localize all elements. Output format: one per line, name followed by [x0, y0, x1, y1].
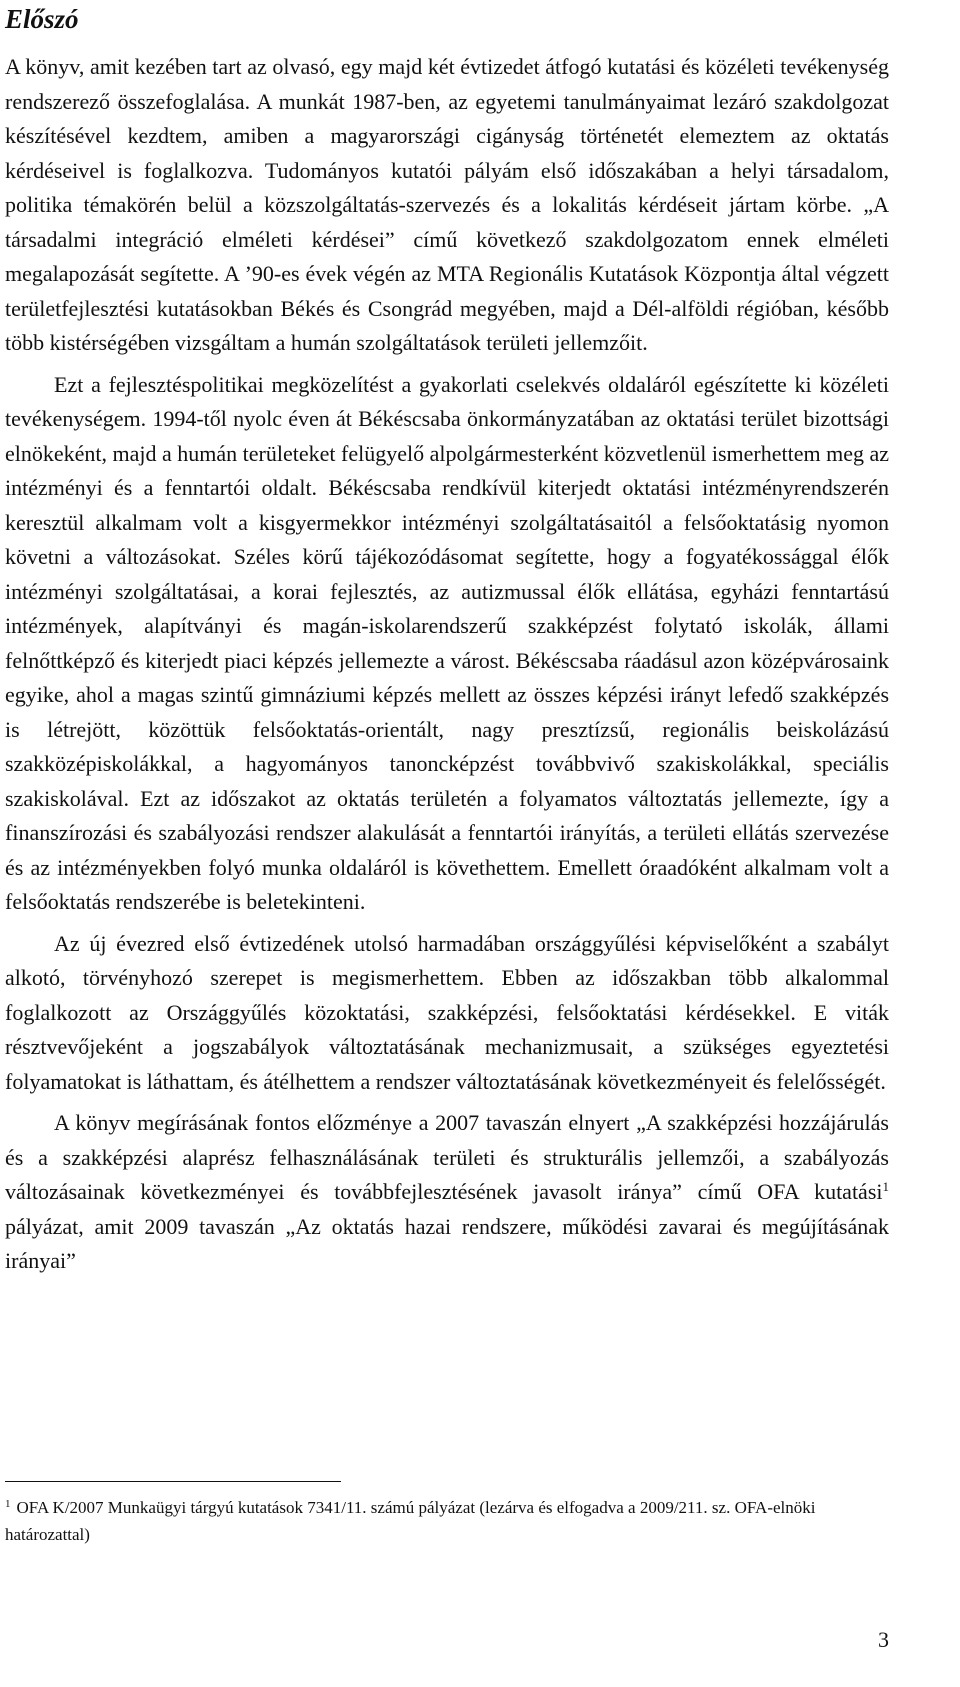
paragraph-text: A könyv, amit kezében tart az olvasó, egy majd két évtizedet átfogó kutatási és közéleti tevékenység rendszerező összefoglalása. A munkát 1987-ben, az egyetemi tanulmányaimat lezáró szakdolgozat készítésével kezdtem, amiben a magyarországi cigányság történetét elemeztem az oktatás kérdéseivel is foglalkozva. Tudományos kutatói pályám első időszakában a helyi társadalom, politika témakörén belül a közszolgáltatás-szervezés és a lokalitás kérdéseit jártam körbe. „A társadalmi integráció elméleti kérdései” című következő szakdolgozatom ennek elméleti megalapozását segítette. A ’90-es évek végén az MTA Regionális Kutatások Központja által végzett területfejlesztési kutatásokban Békés és Csongrád megyében, majd a Dél-alföldi régióban, később több kistérségében vizsgáltam a humán szolgáltatások területi jellemzőit. [5, 54, 889, 355]
footnote-number: 1 [5, 1498, 11, 1510]
paragraph-text: Ezt a fejlesztéspolitikai megközelítést a gyakorlati cselekvés oldaláról egészítette ki közéleti tevékenységem. 1994-től nyolc éven át Békéscsaba önkormányzatában az oktatási terület bizottsági elnökeként, majd a humán területeket felügyelő alpolgármesterként közvetlenül ismerhettem meg az intézményi és a fenntartói oldalt. Békéscsaba rendkívül kiterjedt oktatási intézményrendszerén keresztül alkalmam volt a kisgyermekkor intézményi szolgáltatásaitól a felsőoktatásig nyomon követni a változásokat. Széles körű tájékozódásomat segítette, hogy a fogyatékossággal élők intézményi szolgáltatásai, a korai fejlesztés, az autizmussal élők ellátása, egyházi fenntartású intézmények, alapítványi és magán-iskolarendszerű szakképzést folytató iskolák, állami felnőttképző és kiterjedt piaci képzés jellemezte a várost. Békéscsaba ráadásul azon középvárosaink egyike, ahol a magas szintű gimnáziumi képzés mellett az összes képzési irányt lefedő szakképzés is létrejött, közöttük felsőoktatás-orientált, nagy presztízsű, regionális beiskolázású szakközépiskolákkal, a hagyományos tanoncképzést továbbvivő szakiskolákkal, speciális szakiskolával. Ezt az időszakot az oktatás területén a folyamatos változtatás jellemezte, így a finanszírozási és szabályozási rendszer alakulását a fenntartói irányítás, a területi ellátás szervezése és az intézményekben folyó munka oldaláról is követhettem. Emellett óraadóként alkalmam volt a felsőoktatás rendszerébe is beletekinteni. [5, 371, 889, 914]
body-text [5, 50, 889, 1279]
paragraph-3 [5, 927, 889, 1100]
paragraph-2 [5, 368, 889, 920]
footnote-separator [5, 1481, 341, 1482]
document-page [5, 0, 889, 1687]
paragraph-1 [5, 50, 889, 361]
paragraph-text: Az új évezred első évtizedének utolsó harmadában országgyűlési képviselőként a szabályt alkotó, törvényhozó szerepet is megismerhettem. Ebben az időszakban több alkalommal foglalkozott az Országgyűlés közoktatási, szakképzési, felsőoktatási kérdésekkel. E viták résztvevőjeként a jogszabályok változtatásának mechanizmusait, a szükséges egyeztetési folyamatokat is láthattam, és átélhettem a rendszer változtatásának következményeit és felelősségét. [5, 930, 889, 1094]
paragraph-text: A könyv megírásának fontos előzménye a 2007 tavaszán elnyert „A szakképzési hozzájárulás és a szakképzési alaprész felhasználásának területi és strukturális jellemzői, a szabályozás változásainak következményei és továbbfejlesztésének javasolt iránya” című OFA kutatási [5, 1110, 889, 1204]
page-number: 3 [878, 1627, 889, 1652]
footnote [5, 1494, 889, 1548]
paragraph-4 [5, 1106, 889, 1279]
paragraph-text-continued: pályázat, amit 2009 tavaszán „Az oktatás hazai rendszere, működési zavarai és megújításának irányai” [5, 1213, 889, 1273]
footnote-reference[interactable]: 1 [882, 1179, 889, 1194]
page-heading: Előszó [5, 4, 79, 34]
footnote-text: OFA K/2007 Munkaügyi tárgyú kutatások 7341/11. számú pályázat (lezárva és elfogadva a 2009/211. sz. OFA-elnöki határozattal) [5, 1498, 816, 1544]
